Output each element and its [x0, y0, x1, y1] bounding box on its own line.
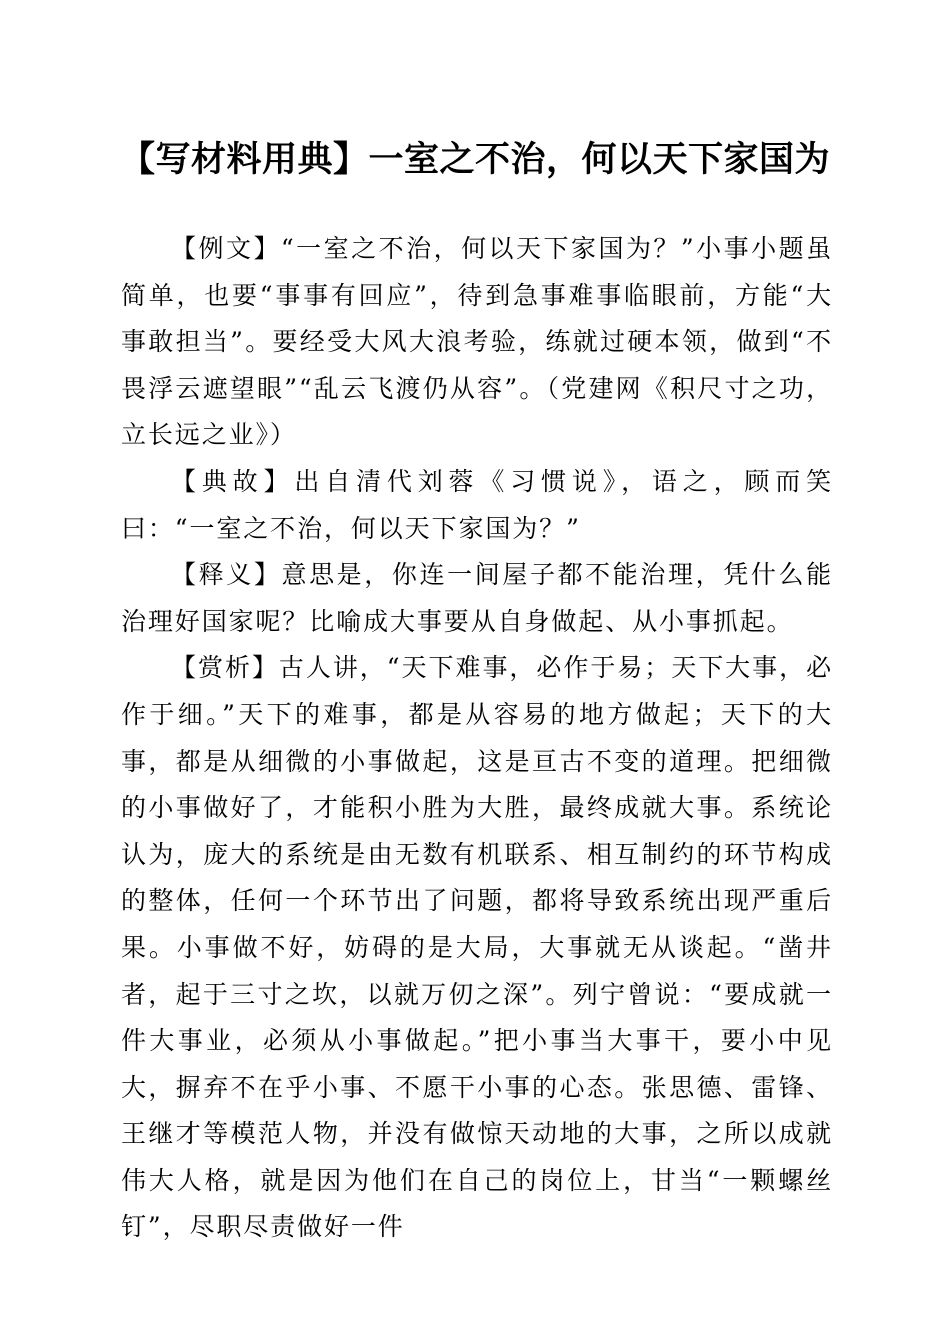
- paragraph-tag: 【典故】: [171, 466, 295, 496]
- paragraph-meaning: [121, 552, 833, 645]
- paragraph-allusion: [121, 459, 833, 552]
- document-title: 【写材料用典】一室之不治，何以天下家国为: [119, 139, 830, 180]
- paragraph-text: 出自清代刘蓉《习惯说》，语之，顾而笑曰：“一室之不治，何以天下家国为？”: [121, 466, 833, 543]
- paragraph-example: [121, 226, 833, 459]
- paragraph-tag: 【例文】: [171, 234, 281, 263]
- paragraph-analysis: [121, 645, 833, 1251]
- paragraph-text: 古人讲，“天下难事，必作于易；天下大事，必作于细。”天下的难事，都是从容易的地方做起；天下的大事，都是从细微的小事做起，这是亘古不变的道理。把细微的小事做好了，才能积小胜为大胜，最终成就大事。系统论认为，庞大的系统是由无数有机联系、相互制约的环节构成的整体，任何一个环节出了问题，都将导致系统出现严重后果。小事做不好，妨碍的是大局，大事就无从谈起。“凿井者，起于三寸之坎，以就万仞之深”。列宁曾说：“要成就一件大事业，必须从小事做起。”把小事当大事干，要小中见大，摒弃不在乎小事、不愿干小事的心态。张思德、雷锋、王继才等模范人物，并没有做惊天动地的大事，之所以成就伟大人格，就是因为他们在自己的岗位上，甘当“一颗螺丝钉”，尽职尽责做好一件: [121, 653, 833, 1242]
- paragraph-text: “一室之不治，何以天下家国为？”小事小题虽简单，也要“事事有回应”，待到急事难事临眼前，方能“大事敢担当”。要经受大风大浪考验，练就过硬本领，做到“不畏浮云遮望眼”“乱云飞渡仍从容”。（党建网《积尺寸之功，立长远之业》）: [121, 234, 833, 450]
- paragraph-tag: 【赏析】: [171, 653, 279, 683]
- document-body: [121, 226, 833, 1251]
- paragraph-tag: 【释义】: [171, 560, 282, 590]
- paragraph-text: 意思是，你连一间屋子都不能治理，凭什么能治理好国家呢？比喻成大事要从自身做起、从小事抓起。: [121, 560, 833, 636]
